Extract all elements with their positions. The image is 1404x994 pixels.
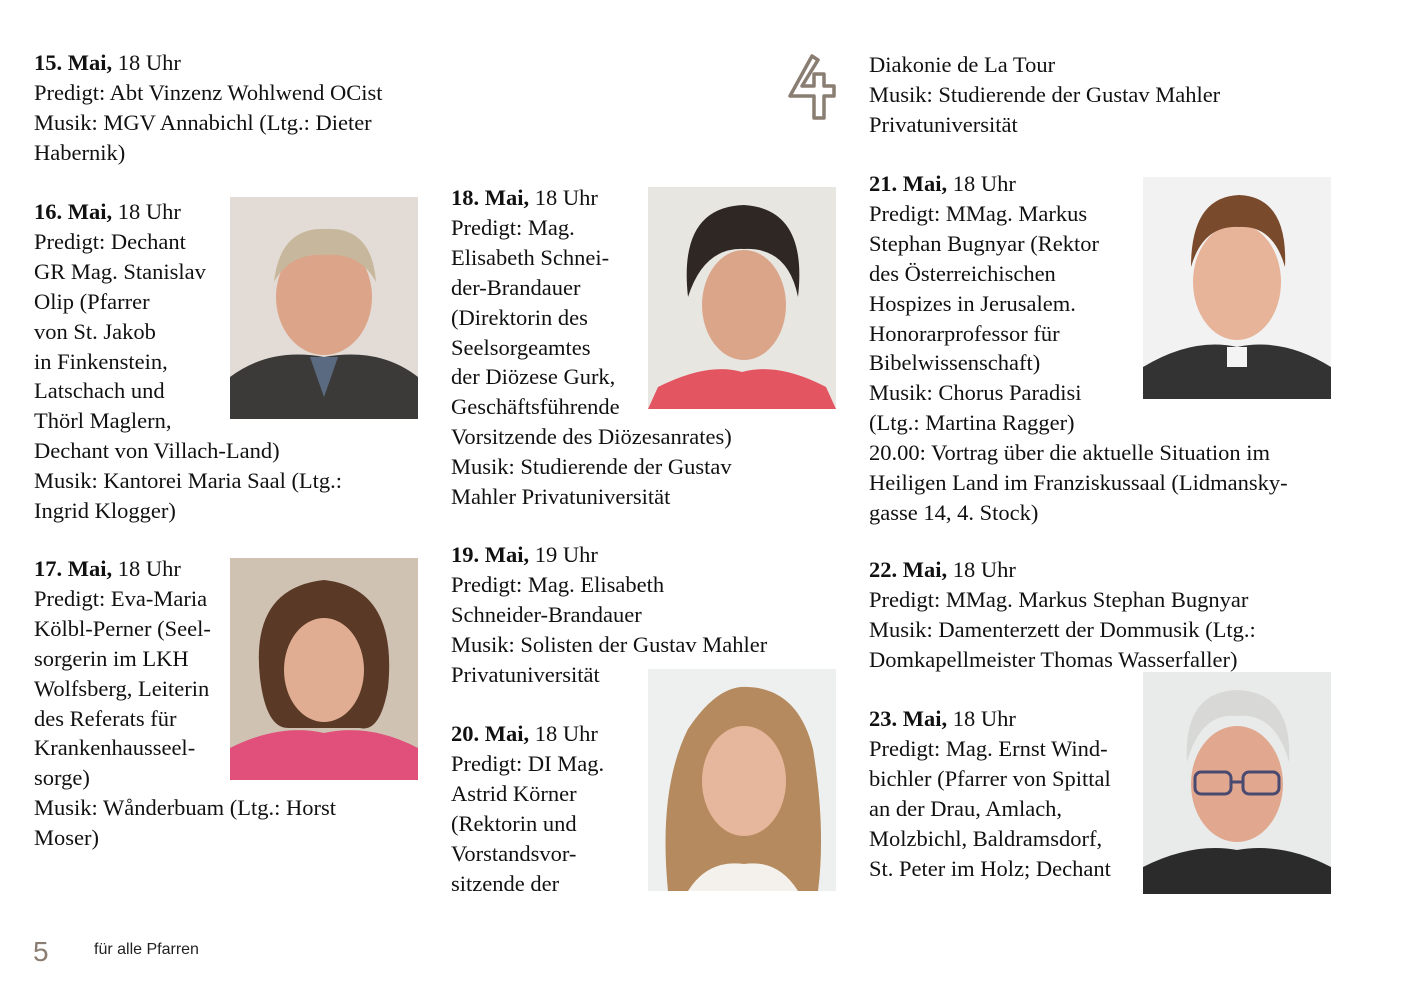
entry-line: Krankenhausseel- — [34, 735, 196, 761]
portrait-photo-ernst-windbichler — [1143, 672, 1331, 894]
entry-line: sorgerin im LKH — [34, 645, 189, 671]
entry-date: 22. Mai, — [869, 557, 948, 582]
entry-line: 20.00: Vortrag über die aktuelle Situation im — [869, 440, 1270, 466]
entry-date: 19. Mai, — [451, 542, 530, 567]
entry-time: 18 Uhr — [112, 556, 181, 581]
entry-line: Seelsorgeamtes — [451, 334, 591, 360]
portrait-photo-stanislav-olip — [230, 197, 418, 419]
entry-may-20-continued — [869, 50, 1339, 140]
entry-line: Predigt: MMag. Markus Stephan Bugnyar — [869, 586, 1249, 612]
entry-line: des Österreichischen — [869, 260, 1056, 286]
entry-line: Kölbl-Perner (Seel- — [34, 615, 211, 641]
entry-time: 18 Uhr — [947, 557, 1016, 582]
entry-line: Diakonie de La Tour — [869, 52, 1056, 77]
entry-line: Olip (Pfarrer — [34, 288, 150, 314]
portrait-photo-elisabeth-schneider-brandauer — [648, 187, 836, 409]
entry-line: Geschäftsführende — [451, 394, 620, 420]
entry-line: St. Peter im Holz; Dechant — [869, 855, 1111, 881]
entry-line: Musik: Studierende der Gustav Mahler — [869, 81, 1221, 107]
entry-line: Predigt: Mag. Ernst Wind- — [869, 735, 1108, 761]
entry-date: 15. Mai, — [34, 50, 113, 75]
entry-line: Elisabeth Schnei- — [451, 244, 610, 270]
entry-line: sorge) — [34, 765, 90, 791]
entry-line: Wolfsberg, Leiterin — [34, 675, 210, 701]
entry-line: Predigt: Mag. Elisabeth — [451, 571, 665, 597]
entry-time: 18 Uhr — [529, 185, 598, 210]
entry-line: sitzende der — [451, 870, 560, 896]
entry-line: der Diözese Gurk, — [451, 364, 616, 390]
entry-date: 20. Mai, — [451, 721, 530, 746]
entry-line: Dechant von Villach-Land) — [34, 438, 280, 464]
entry-may-20 — [451, 719, 641, 898]
entry-line: Musik: Chorus Paradisi — [869, 380, 1082, 406]
entry-line: Hospizes in Jerusalem. — [869, 290, 1076, 316]
entry-line: an der Drau, Amlach, — [869, 795, 1063, 821]
entry-line: in Finkenstein, — [34, 348, 168, 374]
entry-line: Astrid Körner — [451, 780, 577, 806]
entry-line: Habernik) — [34, 139, 126, 165]
entry-may-15 — [34, 48, 434, 168]
entry-line: Predigt: Dechant — [34, 228, 186, 254]
entry-line: Predigt: DI Mag. — [451, 750, 605, 776]
entry-line: Heiligen Land im Franziskussaal (Lidmansky- — [869, 470, 1288, 496]
entry-line: Musik: Studierende der Gustav — [451, 454, 732, 480]
entry-time: 18 Uhr — [529, 721, 598, 746]
entry-line: bichler (Pfarrer von Spittal — [869, 765, 1111, 791]
entry-line: Musik: Damenterzett der Dommusik (Ltg.: — [869, 616, 1256, 642]
entry-line: Privatuniversität — [869, 111, 1018, 137]
entry-line: (Rektorin und — [451, 810, 577, 836]
entry-line: Musik: Solisten der Gustav Mahler — [451, 631, 768, 657]
portrait-photo-eva-maria-koelbl-perner — [230, 558, 418, 780]
entry-line: (Direktorin des — [451, 304, 588, 330]
entry-date: 16. Mai, — [34, 199, 113, 224]
entry-line: der-Brandauer — [451, 274, 581, 300]
entry-line: des Referats für — [34, 705, 177, 731]
entry-line: Thörl Maglern, — [34, 408, 172, 434]
entry-line: von St. Jakob — [34, 318, 156, 344]
entry-date: 18. Mai, — [451, 185, 530, 210]
entry-line: Predigt: Eva-Maria — [34, 585, 208, 611]
portrait-photo-markus-stephan-bugnyar — [1143, 177, 1331, 399]
portrait-photo-astrid-koerner — [648, 669, 836, 891]
entry-line: Musik: MGV Annabichl (Ltg.: Dieter — [34, 109, 372, 135]
entry-line: Schneider-Brandauer — [451, 601, 642, 627]
entry-time: 19 Uhr — [529, 542, 598, 567]
entry-line: Stephan Bugnyar (Rektor — [869, 230, 1099, 256]
entry-line: Moser) — [34, 825, 99, 851]
entry-line: Vorsitzende des Diözesanrates) — [451, 424, 732, 450]
entry-line: Latschach und — [34, 378, 165, 404]
diocese-logo-icon — [784, 52, 838, 124]
entry-line: Privatuniversität — [451, 661, 600, 687]
entry-line: Predigt: MMag. Markus — [869, 200, 1088, 226]
entry-line: Bibelwissenschaft) — [869, 350, 1041, 376]
entry-line: Vorstandsvor- — [451, 840, 577, 866]
entry-may-23 — [869, 704, 1139, 883]
entry-line: (Ltg.: Martina Ragger) — [869, 410, 1075, 436]
page-number: 5 — [33, 936, 49, 967]
entry-line: Molzbichl, Baldramsdorf, — [869, 825, 1103, 851]
entry-time: 18 Uhr — [112, 199, 181, 224]
entry-line: Predigt: Mag. — [451, 214, 575, 240]
footer-label: für alle Pfarren — [94, 941, 199, 958]
entry-line: Mahler Privatuniversität — [451, 484, 671, 510]
entry-time: 18 Uhr — [112, 50, 181, 75]
entry-date: 21. Mai, — [869, 171, 948, 196]
entry-date: 17. Mai, — [34, 556, 113, 581]
entry-line: gasse 14, 4. Stock) — [869, 499, 1039, 525]
entry-line: Ingrid Klogger) — [34, 498, 176, 524]
entry-line: Honorarprofessor für — [869, 320, 1060, 346]
entry-line: Predigt: Abt Vinzenz Wohlwend OCist — [34, 79, 383, 105]
entry-line: GR Mag. Stanislav — [34, 258, 206, 284]
entry-may-22 — [869, 555, 1339, 675]
entry-line: Domkapellmeister Thomas Wasserfaller) — [869, 646, 1238, 672]
entry-time: 18 Uhr — [947, 706, 1016, 731]
entry-date: 23. Mai, — [869, 706, 948, 731]
entry-may-19 — [451, 540, 841, 690]
entry-time: 18 Uhr — [947, 171, 1016, 196]
entry-line: Musik: Kantorei Maria Saal (Ltg.: — [34, 468, 343, 494]
entry-line: Musik: Wånderbuam (Ltg.: Horst — [34, 795, 337, 821]
